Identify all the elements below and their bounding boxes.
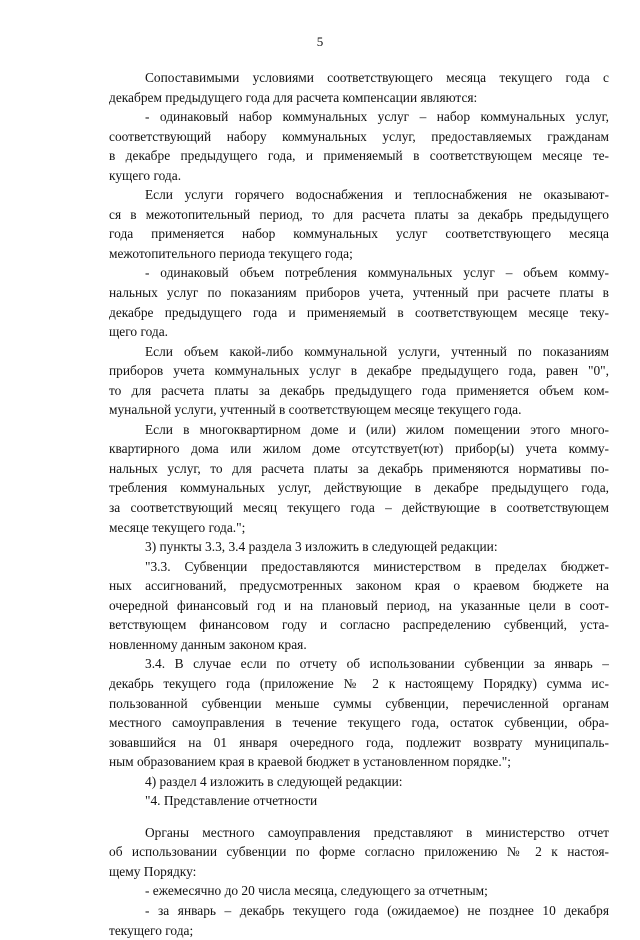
text-line: декабрем предыдущего года для расчета компенсации являются: — [109, 89, 478, 105]
text-line: местного самоуправления в течение текущего года, остаток субвенции, обра- — [109, 715, 609, 731]
text-line: в декабре предыдущего года, и применяемый в соответствующем месяце те- — [109, 148, 609, 164]
text-line: кущего года. — [109, 167, 182, 183]
text-line: Если объем какой-либо коммунальной услуги, учтенный по показаниям — [145, 343, 609, 359]
text-line: текущего года; — [109, 922, 194, 938]
text-line: межотопительного периода текущего года; — [109, 245, 353, 261]
text-line: декабре предыдущего года и применяемый в соответствующем месяце теку- — [109, 304, 609, 320]
text-line: - ежемесячно до 20 числа месяца, следующего за отчетным; — [145, 883, 488, 899]
text-line: ветствующем финансовом году и согласно распределению субвенций, уста- — [109, 617, 609, 633]
text-line: "3.3. Субвенции предоставляются министерством в пределах бюджет- — [145, 558, 609, 574]
document-body — [109, 68, 609, 940]
paragraph-gap — [109, 811, 609, 823]
page-number: 5 — [316, 34, 324, 49]
text-line: Органы местного самоуправления представляют в министерство отчет — [145, 824, 609, 840]
text-line: Если услуги горячего водоснабжения и теплоснабжения не оказывают- — [145, 187, 609, 203]
text-line: пользованной субвенции меньше суммы субвенции, перечисленной органам — [109, 695, 609, 711]
text-line: очередной финансовый год и на плановый период, на указанные цели в соот- — [109, 597, 609, 613]
text-line: об использовании субвенции по форме согласно приложению № 2 к настоя- — [109, 844, 609, 860]
text-line: соответствующий набору коммунальных услуг, предоставляемых гражданам — [109, 128, 609, 144]
text-line: ных ассигнований, предусмотренных законом края о краевом бюджете на — [109, 578, 609, 594]
text-line: Сопоставимыми условиями соответствующего месяца текущего года с — [145, 70, 609, 85]
text-line: месяце текущего года."; — [109, 519, 246, 535]
text-line: Если в многоквартирном доме и (или) жилом помещении этого много- — [145, 421, 609, 437]
text-line: "4. Представление отчетности — [145, 793, 318, 809]
text-line: щему Порядку: — [109, 863, 197, 879]
text-line: новленному данным законом края. — [109, 636, 307, 652]
text-line: - за январь – декабрь текущего года (ожидаемое) не позднее 10 декабря — [145, 902, 609, 918]
text-line: года применяется набор коммунальных услуг соответствующего месяца — [109, 226, 609, 242]
text-line: то для расчета платы за декабрь предыдущего года применяется объем ком- — [109, 382, 609, 398]
text-line: 3.4. В случае если по отчету об использовании субвенции за январь – — [145, 656, 609, 672]
text-line: ся в межотопительный период, то для расчета платы за декабрь предыдущего — [109, 206, 609, 222]
text-line: ным образованием края в краевой бюджет в установленном порядке."; — [109, 754, 511, 770]
text-line: щего года. — [109, 324, 169, 340]
text-line: 4) раздел 4 изложить в следующей редакции: — [145, 773, 403, 789]
text-line: за соответствующий месяц текущего года – действующие в соответствующем — [109, 500, 609, 516]
text-line: нальных услуг по показаниям приборов учета, учтенный при расчете платы в — [109, 285, 609, 301]
text-line: - одинаковый объем потребления коммунальных услуг – объем комму- — [145, 265, 609, 281]
text-line: - одинаковый набор коммунальных услуг – набор коммунальных услуг, — [145, 109, 609, 125]
text-line: приборов учета коммунальных услуг в декабре предыдущего года, равен "0", — [109, 363, 609, 379]
text-line: нальных услуг, то для расчета платы за декабрь применяются нормативы по- — [109, 460, 609, 476]
text-line: мунальной услуги, учтенный в соответствующем месяце текущего года. — [109, 402, 522, 418]
text-line: зовавшийся на 01 января очередного года, подлежит возврату муниципаль- — [109, 734, 609, 750]
text-line: декабрь текущего года (приложение № 2 к настоящему Порядку) сумма ис- — [109, 675, 609, 691]
text-line: 3) пункты 3.3, 3.4 раздела 3 изложить в следующей редакции: — [145, 539, 498, 555]
text-line: требления коммунальных услуг, действующие в декабре предыдущего года, — [109, 480, 609, 496]
text-line: квартирного дома или жилом доме отсутствует(ют) прибор(ы) учета комму- — [109, 441, 609, 457]
